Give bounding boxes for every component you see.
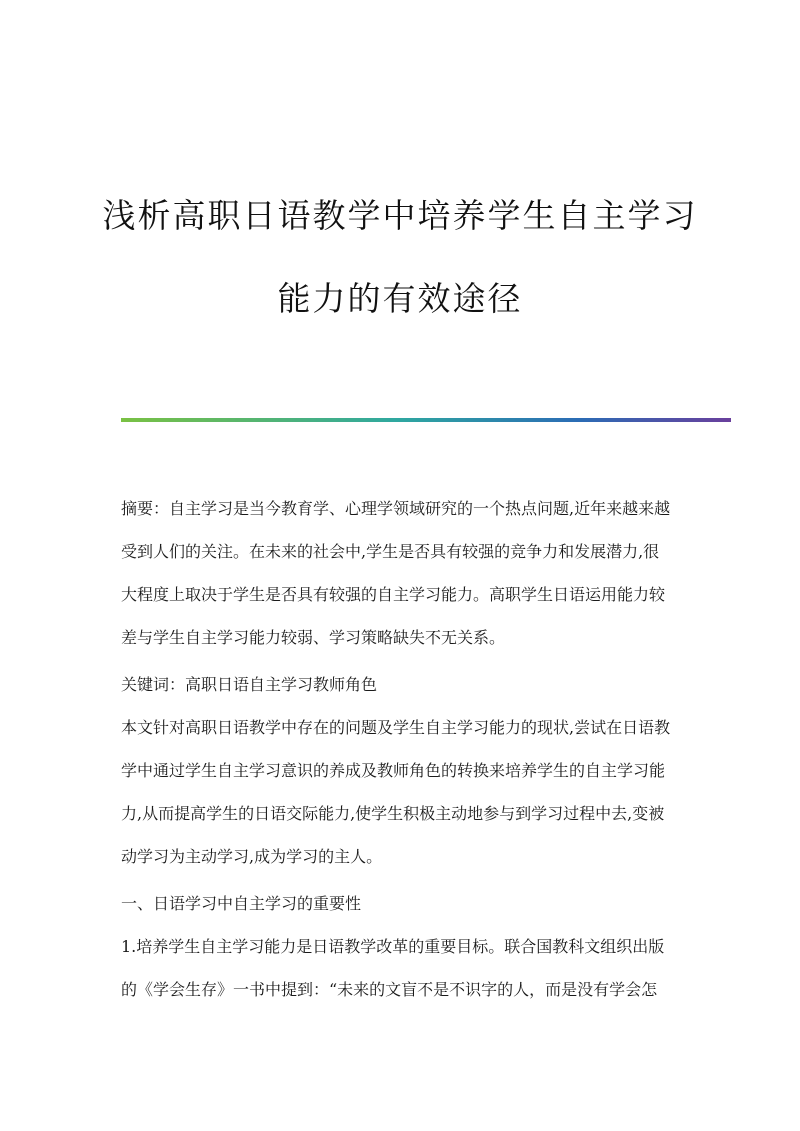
abstract-line: 大程度上取决于学生是否具有较强的自主学习能力。高职学生日语运用能力较 <box>121 585 666 604</box>
title-divider <box>121 418 731 422</box>
section1-paragraph <box>121 925 687 1011</box>
intro-line: 动学习为主动学习,成为学习的主人。 <box>121 847 383 866</box>
keywords-line: 关键词：高职日语自主学习教师角色 <box>121 675 378 694</box>
section-heading: 一、日语学习中自主学习的重要性 <box>121 894 362 913</box>
intro-line: 本文针对高职日语教学中存在的问题及学生自主学习能力的现状,尝试在日语教 <box>121 718 671 737</box>
section1-line: 1.培养学生自主学习能力是日语教学改革的重要目标。联合国教科文组织出版 <box>121 937 665 956</box>
intro-line: 力,从而提高学生的日语交际能力,使学生积极主动地参与到学习过程中去,变被 <box>121 804 665 823</box>
abstract-paragraph <box>121 487 687 659</box>
document-body <box>121 487 687 1011</box>
abstract-line: 差与学生自主学习能力较弱、学习策略缺失不无关系。 <box>121 628 506 647</box>
abstract-line: 摘要：自主学习是当今教育学、心理学领域研究的一个热点问题,近年来越来越 <box>121 499 671 518</box>
intro-paragraph <box>121 706 687 878</box>
document-title-line-1: 浅析高职日语教学中培养学生自主学习 <box>102 196 698 235</box>
abstract-line: 受到人们的关注。在未来的社会中,学生是否具有较强的竞争力和发展潜力,很 <box>121 542 660 561</box>
section1-line: 的《学会生存》一书中提到：“未来的文盲不是不识字的人，而是没有学会怎 <box>121 980 658 999</box>
document-title-line-2: 能力的有效途径 <box>277 279 523 318</box>
intro-line: 学中通过学生自主学习意识的养成及教师角色的转换来培养学生的自主学习能 <box>121 761 666 780</box>
